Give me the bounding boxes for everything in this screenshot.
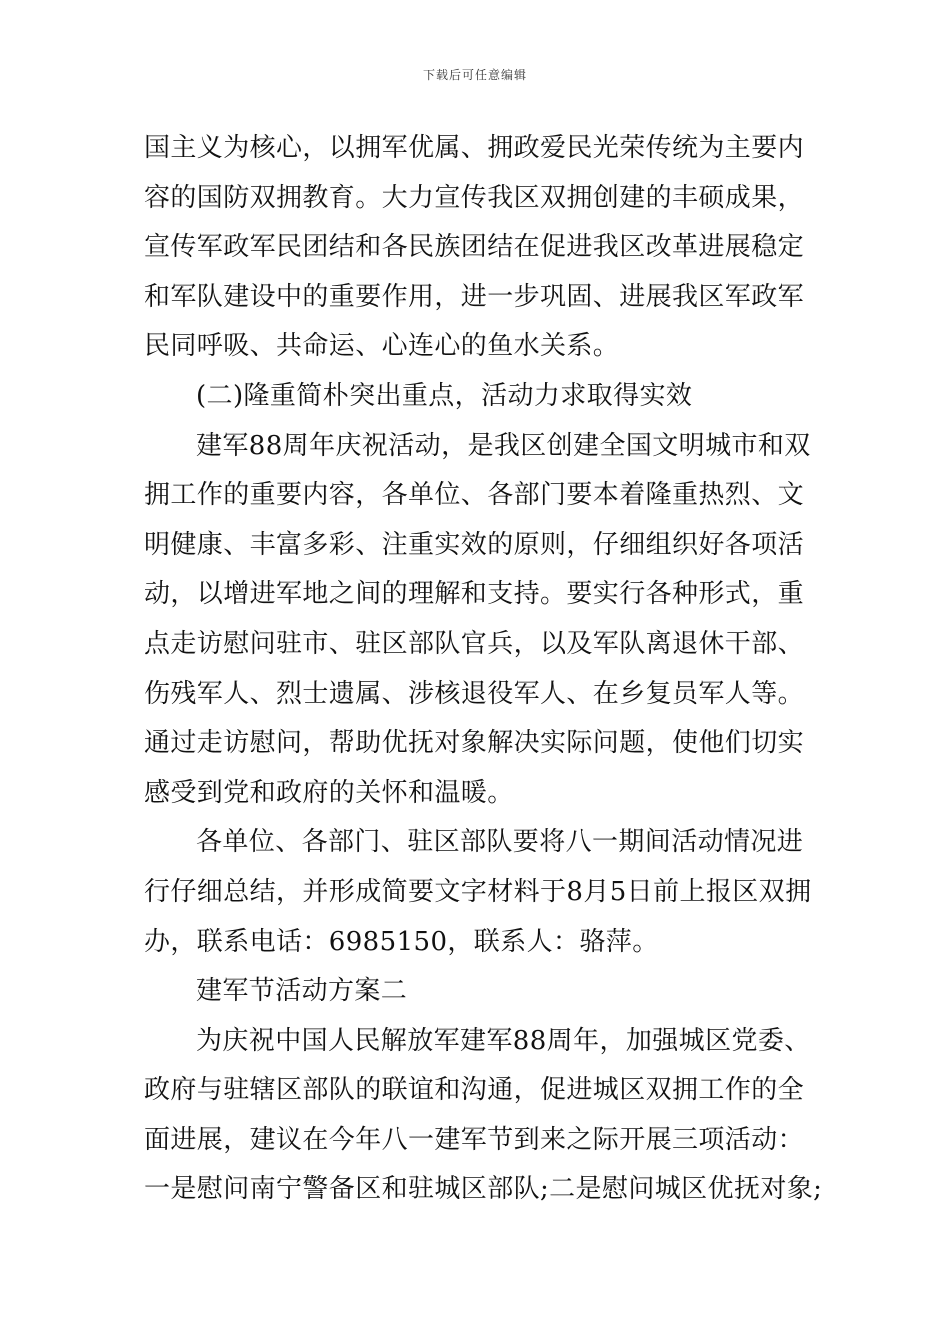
document-body [144,124,823,1215]
text-line: 点走访慰问驻市、驻区部队官兵，以及军队离退休干部、 [144,628,805,659]
text-line: 为庆祝中国人民解放军建军88周年，加强城区党委、 [196,1025,811,1056]
text-line: 民同呼吸、共命运、心连心的鱼水关系。 [144,331,620,362]
text-line: 办，联系电话：6985150，联系人：骆萍。 [144,926,659,957]
text-line: 伤残军人、烈士遗属、涉核退役军人、在乡复员军人等。 [144,678,805,709]
text-line: 国主义为核心，以拥军优属、拥政爱民光荣传统为主要内 [144,133,805,163]
text-line: 明健康、丰富多彩、注重实效的原则，仔细组织好各项活 [144,529,805,560]
text-line: 各单位、各部门、驻区部队要将八一期间活动情况进 [196,827,804,858]
text-line: 通过走访慰问，帮助优抚对象解决实际问题，使他们切实 [144,728,805,759]
text-line: 感受到党和政府的关怀和温暖。 [144,777,514,808]
text-line: 政府与驻辖区部队的联谊和沟通，促进城区双拥工作的全 [144,1075,805,1106]
text-line: 动，以增进军地之间的理解和支持。要实行各种形式，重 [144,579,805,610]
text-line: 和军队建设中的重要作用，进一步巩固、进展我区军政军 [144,281,805,312]
text-line: 建军88周年庆祝活动，是我区创建全国文明城市和双 [196,430,811,461]
section-heading: (二)隆重简朴突出重点，活动力求取得实效 [196,380,693,411]
text-line: 一是慰问南宁警备区和驻城区部队;二是慰问城区优抚对象; [144,1174,823,1205]
page-header-note: 下载后可任意编辑 [422,68,527,82]
text-line: 宣传军政军民团结和各民族团结在促进我区改革进展稳定 [144,232,805,263]
plan-title: 建军节活动方案二 [196,976,408,1007]
text-line: 行仔细总结，并形成简要文字材料于8月5日前上报区双拥 [144,876,812,907]
text-line: 容的国防双拥教育。大力宣传我区双拥创建的丰硕成果， [144,182,805,213]
text-line: 拥工作的重要内容，各单位、各部门要本着隆重热烈、文 [144,480,805,511]
text-line: 面进展，建议在今年八一建军节到来之际开展三项活动： [144,1124,805,1155]
